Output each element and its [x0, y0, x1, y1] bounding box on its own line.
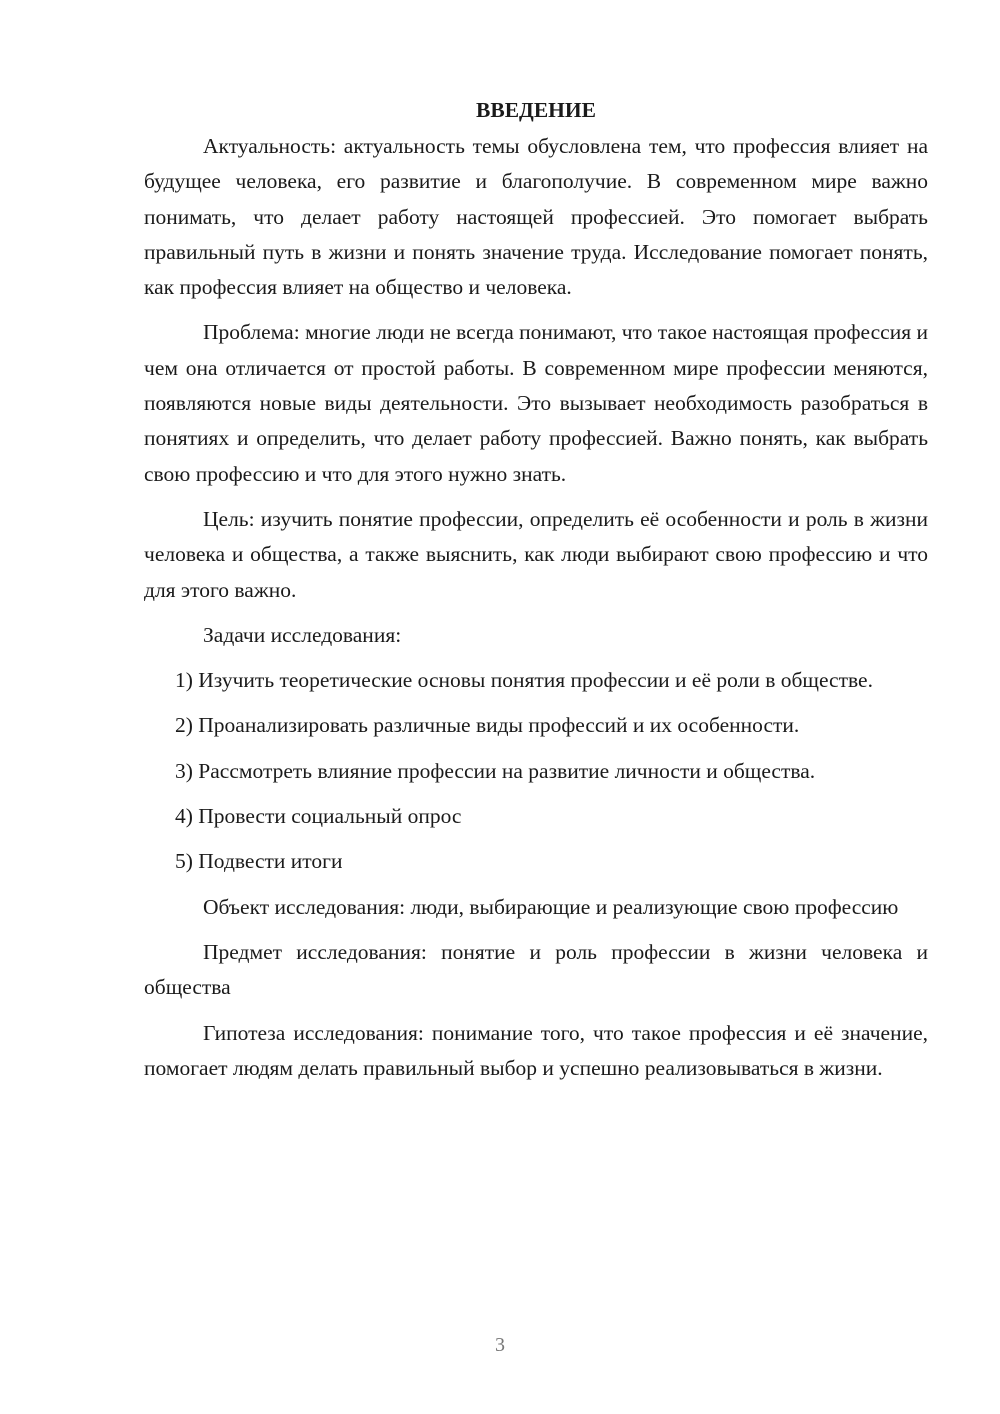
paragraph-tasks-heading: Задачи исследования: — [203, 622, 402, 647]
paragraph-object: Объект исследования: люди, выбирающие и реализующие свою профессию — [203, 894, 899, 919]
paragraph-goal: Цель: изучить понятие профессии, определить её особенности и роль в жизни человека и общества, а также выяснить, как люди выбирают свою профессию и что для этого важно. — [144, 506, 928, 602]
paragraph-hypothesis: Гипотеза исследования: понимание того, что такое профессия и её значение, помогает людям делать правильный выбор и успешно реализовываться в жизни. — [144, 1020, 928, 1080]
task-item-4: 4) Провести социальный опрос — [175, 804, 462, 829]
paragraph-problem: Проблема: многие люди не всегда понимают, что такое настоящая профессия и чем она отличается от простой работы. В современном мире профессии меняются, появляются новые виды деятельности. Это вызывает необходимость разобраться в понятиях и определить, что делает работу профессией. Важно понять, как выбрать свою профессию и что для этого нужно знать. — [144, 320, 928, 486]
page-number: 3 — [495, 1334, 505, 1356]
task-item-3: 3) Рассмотреть влияние профессии на развитие личности и общества. — [175, 758, 816, 783]
task-item-5: 5) Подвести итоги — [175, 849, 343, 874]
task-item-1: 1) Изучить теоретические основы понятия профессии и её роли в обществе. — [175, 668, 873, 693]
paragraph-relevance: Актуальность: актуальность темы обусловлена тем, что профессия влияет на будущее человека, его развитие и благополучие. В современном мире важно понимать, что делает работу настоящей профессией. Это помогает выбрать правильный путь в жизни и понять значение труда. Исследование помогает понять, как профессия влияет на общество и человека. — [144, 134, 928, 300]
page-title: ВВЕДЕНИЕ — [476, 98, 596, 122]
document-page — [144, 95, 928, 1096]
paragraph-subject: Предмет исследования: понятие и роль профессии в жизни человека и общества — [144, 939, 928, 1000]
task-item-2: 2) Проанализировать различные виды профессий и их особенности. — [175, 713, 800, 738]
